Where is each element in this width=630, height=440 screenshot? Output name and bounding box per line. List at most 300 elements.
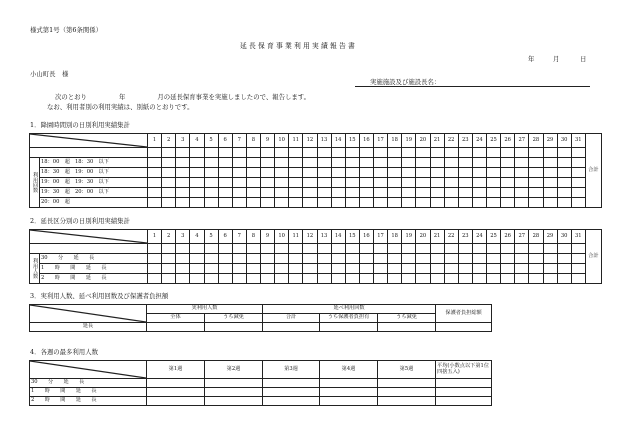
input-cell[interactable] xyxy=(444,244,458,254)
input-cell[interactable] xyxy=(246,168,260,178)
input-cell[interactable] xyxy=(529,274,543,284)
input-cell[interactable] xyxy=(444,188,458,198)
input-cell[interactable] xyxy=(472,158,486,168)
input-cell[interactable] xyxy=(374,254,388,264)
input-cell[interactable] xyxy=(416,274,430,284)
input-cell[interactable] xyxy=(359,274,373,284)
input-cell[interactable] xyxy=(246,178,260,188)
input-cell[interactable] xyxy=(263,379,320,388)
input-cell[interactable] xyxy=(402,148,416,158)
input-cell[interactable] xyxy=(303,254,317,264)
input-cell[interactable] xyxy=(190,264,204,274)
input-cell[interactable] xyxy=(303,264,317,274)
input-cell[interactable] xyxy=(515,274,529,284)
input-cell[interactable] xyxy=(416,158,430,168)
input-cell[interactable] xyxy=(359,168,373,178)
input-cell[interactable] xyxy=(388,244,402,254)
input-cell[interactable] xyxy=(359,264,373,274)
input-cell[interactable] xyxy=(275,274,289,284)
input-cell[interactable] xyxy=(261,274,275,284)
input-cell[interactable] xyxy=(204,148,218,158)
input-cell[interactable] xyxy=(359,198,373,208)
input-cell[interactable] xyxy=(436,379,492,388)
input-cell[interactable] xyxy=(204,264,218,274)
input-cell[interactable] xyxy=(345,158,359,168)
input-cell[interactable] xyxy=(190,158,204,168)
input-cell[interactable] xyxy=(402,254,416,264)
input-cell[interactable] xyxy=(162,158,176,168)
input-cell[interactable] xyxy=(501,198,515,208)
input-cell[interactable] xyxy=(190,198,204,208)
input-cell[interactable] xyxy=(261,178,275,188)
input-cell[interactable] xyxy=(515,168,529,178)
input-cell[interactable] xyxy=(359,148,373,158)
input-cell[interactable] xyxy=(204,178,218,188)
input-cell[interactable] xyxy=(543,188,557,198)
input-cell[interactable] xyxy=(543,264,557,274)
input-cell[interactable] xyxy=(331,274,345,284)
input-cell[interactable] xyxy=(162,254,176,264)
input-cell[interactable] xyxy=(205,397,263,406)
input-cell[interactable] xyxy=(303,188,317,198)
input-cell[interactable] xyxy=(571,168,585,178)
input-cell[interactable] xyxy=(232,198,246,208)
input-cell[interactable] xyxy=(515,254,529,264)
input-cell[interactable] xyxy=(458,198,472,208)
input-cell[interactable] xyxy=(289,158,303,168)
input-cell[interactable] xyxy=(472,198,486,208)
input-cell[interactable] xyxy=(205,379,263,388)
input-cell[interactable] xyxy=(543,178,557,188)
input-cell[interactable] xyxy=(571,244,585,254)
input-cell[interactable] xyxy=(204,254,218,264)
input-cell[interactable] xyxy=(246,254,260,264)
input-cell[interactable] xyxy=(148,254,162,264)
input-cell[interactable] xyxy=(261,244,275,254)
input-cell[interactable] xyxy=(261,254,275,264)
input-cell[interactable] xyxy=(263,388,320,397)
input-cell[interactable] xyxy=(557,148,571,158)
input-cell[interactable] xyxy=(359,158,373,168)
input-cell[interactable] xyxy=(529,254,543,264)
input-cell[interactable] xyxy=(444,148,458,158)
input-cell[interactable] xyxy=(501,244,515,254)
input-cell[interactable] xyxy=(176,264,190,274)
input-cell[interactable] xyxy=(543,158,557,168)
input-cell[interactable] xyxy=(303,158,317,168)
input-cell[interactable] xyxy=(515,188,529,198)
input-cell[interactable] xyxy=(275,148,289,158)
input-cell[interactable] xyxy=(331,158,345,168)
input-cell[interactable] xyxy=(148,148,162,158)
input-cell[interactable] xyxy=(148,264,162,274)
input-cell[interactable] xyxy=(472,244,486,254)
input-cell[interactable] xyxy=(430,168,444,178)
input-cell[interactable] xyxy=(320,379,378,388)
input-cell[interactable] xyxy=(345,198,359,208)
input-cell[interactable] xyxy=(378,379,436,388)
input-cell[interactable] xyxy=(557,274,571,284)
input-cell[interactable] xyxy=(388,178,402,188)
input-cell[interactable] xyxy=(430,198,444,208)
input-cell[interactable] xyxy=(472,188,486,198)
input-cell[interactable] xyxy=(529,168,543,178)
input-cell[interactable] xyxy=(317,168,331,178)
input-cell[interactable] xyxy=(571,158,585,168)
input-cell[interactable] xyxy=(571,188,585,198)
input-cell[interactable] xyxy=(190,274,204,284)
input-cell[interactable] xyxy=(218,188,232,198)
input-cell[interactable] xyxy=(430,188,444,198)
input-cell[interactable] xyxy=(317,254,331,264)
input-cell[interactable] xyxy=(303,148,317,158)
input-cell[interactable] xyxy=(487,198,501,208)
input-cell[interactable] xyxy=(557,178,571,188)
input-cell[interactable] xyxy=(317,244,331,254)
input-cell[interactable] xyxy=(190,244,204,254)
input-cell[interactable] xyxy=(232,264,246,274)
input-cell[interactable] xyxy=(444,264,458,274)
input-cell[interactable] xyxy=(204,198,218,208)
input-cell[interactable] xyxy=(275,254,289,264)
input-cell[interactable] xyxy=(458,148,472,158)
input-cell[interactable] xyxy=(275,158,289,168)
input-cell[interactable] xyxy=(374,198,388,208)
input-cell[interactable] xyxy=(501,274,515,284)
input-cell[interactable] xyxy=(416,264,430,274)
input-cell[interactable] xyxy=(515,158,529,168)
input-cell[interactable] xyxy=(289,274,303,284)
input-cell[interactable] xyxy=(557,198,571,208)
input-cell[interactable] xyxy=(416,244,430,254)
input-cell[interactable] xyxy=(374,168,388,178)
input-cell[interactable] xyxy=(487,188,501,198)
input-cell[interactable] xyxy=(317,188,331,198)
input-cell[interactable] xyxy=(218,198,232,208)
input-cell[interactable] xyxy=(261,188,275,198)
input-cell[interactable] xyxy=(444,274,458,284)
input-cell[interactable] xyxy=(162,178,176,188)
input-cell[interactable] xyxy=(501,158,515,168)
input-cell[interactable] xyxy=(359,244,373,254)
input-cell[interactable] xyxy=(345,148,359,158)
input-cell[interactable] xyxy=(162,168,176,178)
input-cell[interactable] xyxy=(246,274,260,284)
input-cell[interactable] xyxy=(430,244,444,254)
input-cell[interactable] xyxy=(472,148,486,158)
input-cell[interactable] xyxy=(402,274,416,284)
input-cell[interactable] xyxy=(303,244,317,254)
input-cell[interactable] xyxy=(557,244,571,254)
input-cell[interactable] xyxy=(303,274,317,284)
input-cell[interactable] xyxy=(378,323,436,332)
input-cell[interactable] xyxy=(444,158,458,168)
input-cell[interactable] xyxy=(557,158,571,168)
input-cell[interactable] xyxy=(430,178,444,188)
input-cell[interactable] xyxy=(246,264,260,274)
input-cell[interactable] xyxy=(529,188,543,198)
input-cell[interactable] xyxy=(275,188,289,198)
input-cell[interactable] xyxy=(289,148,303,158)
input-cell[interactable] xyxy=(402,168,416,178)
input-cell[interactable] xyxy=(205,388,263,397)
input-cell[interactable] xyxy=(317,148,331,158)
input-cell[interactable] xyxy=(359,188,373,198)
input-cell[interactable] xyxy=(218,244,232,254)
input-cell[interactable] xyxy=(416,178,430,188)
input-cell[interactable] xyxy=(430,158,444,168)
input-cell[interactable] xyxy=(190,168,204,178)
input-cell[interactable] xyxy=(261,198,275,208)
input-cell[interactable] xyxy=(374,188,388,198)
input-cell[interactable] xyxy=(232,148,246,158)
input-cell[interactable] xyxy=(275,178,289,188)
input-cell[interactable] xyxy=(148,198,162,208)
input-cell[interactable] xyxy=(359,178,373,188)
input-cell[interactable] xyxy=(430,254,444,264)
input-cell[interactable] xyxy=(162,198,176,208)
input-cell[interactable] xyxy=(487,168,501,178)
input-cell[interactable] xyxy=(472,264,486,274)
input-cell[interactable] xyxy=(515,244,529,254)
input-cell[interactable] xyxy=(487,158,501,168)
input-cell[interactable] xyxy=(436,323,492,332)
input-cell[interactable] xyxy=(571,148,585,158)
input-cell[interactable] xyxy=(176,158,190,168)
input-cell[interactable] xyxy=(289,264,303,274)
input-cell[interactable] xyxy=(263,323,320,332)
input-cell[interactable] xyxy=(388,168,402,178)
input-cell[interactable] xyxy=(444,168,458,178)
input-cell[interactable] xyxy=(458,264,472,274)
input-cell[interactable] xyxy=(289,244,303,254)
input-cell[interactable] xyxy=(263,397,320,406)
input-cell[interactable] xyxy=(218,158,232,168)
input-cell[interactable] xyxy=(543,244,557,254)
input-cell[interactable] xyxy=(402,198,416,208)
input-cell[interactable] xyxy=(246,148,260,158)
input-cell[interactable] xyxy=(190,148,204,158)
input-cell[interactable] xyxy=(275,198,289,208)
input-cell[interactable] xyxy=(148,274,162,284)
input-cell[interactable] xyxy=(557,188,571,198)
input-cell[interactable] xyxy=(543,254,557,264)
input-cell[interactable] xyxy=(331,188,345,198)
input-cell[interactable] xyxy=(289,188,303,198)
input-cell[interactable] xyxy=(232,254,246,264)
input-cell[interactable] xyxy=(402,244,416,254)
input-cell[interactable] xyxy=(204,158,218,168)
input-cell[interactable] xyxy=(320,388,378,397)
input-cell[interactable] xyxy=(359,254,373,264)
input-cell[interactable] xyxy=(148,244,162,254)
input-cell[interactable] xyxy=(444,198,458,208)
input-cell[interactable] xyxy=(190,178,204,188)
input-cell[interactable] xyxy=(416,148,430,158)
input-cell[interactable] xyxy=(529,198,543,208)
input-cell[interactable] xyxy=(176,244,190,254)
input-cell[interactable] xyxy=(147,388,205,397)
input-cell[interactable] xyxy=(374,148,388,158)
input-cell[interactable] xyxy=(487,178,501,188)
input-cell[interactable] xyxy=(331,148,345,158)
input-cell[interactable] xyxy=(571,264,585,274)
input-cell[interactable] xyxy=(529,178,543,188)
input-cell[interactable] xyxy=(218,274,232,284)
input-cell[interactable] xyxy=(275,264,289,274)
input-cell[interactable] xyxy=(458,168,472,178)
input-cell[interactable] xyxy=(246,158,260,168)
input-cell[interactable] xyxy=(289,254,303,264)
input-cell[interactable] xyxy=(458,254,472,264)
input-cell[interactable] xyxy=(331,254,345,264)
input-cell[interactable] xyxy=(289,178,303,188)
input-cell[interactable] xyxy=(543,168,557,178)
input-cell[interactable] xyxy=(458,188,472,198)
input-cell[interactable] xyxy=(176,168,190,178)
input-cell[interactable] xyxy=(543,198,557,208)
input-cell[interactable] xyxy=(557,254,571,264)
input-cell[interactable] xyxy=(402,264,416,274)
input-cell[interactable] xyxy=(374,274,388,284)
input-cell[interactable] xyxy=(176,274,190,284)
input-cell[interactable] xyxy=(557,264,571,274)
input-cell[interactable] xyxy=(162,244,176,254)
input-cell[interactable] xyxy=(402,188,416,198)
input-cell[interactable] xyxy=(232,178,246,188)
input-cell[interactable] xyxy=(402,158,416,168)
input-cell[interactable] xyxy=(261,148,275,158)
input-cell[interactable] xyxy=(472,168,486,178)
input-cell[interactable] xyxy=(261,264,275,274)
input-cell[interactable] xyxy=(317,178,331,188)
input-cell[interactable] xyxy=(444,178,458,188)
input-cell[interactable] xyxy=(190,254,204,264)
input-cell[interactable] xyxy=(374,178,388,188)
input-cell[interactable] xyxy=(148,158,162,168)
input-cell[interactable] xyxy=(571,198,585,208)
input-cell[interactable] xyxy=(317,264,331,274)
input-cell[interactable] xyxy=(317,158,331,168)
input-cell[interactable] xyxy=(487,254,501,264)
input-cell[interactable] xyxy=(571,254,585,264)
input-cell[interactable] xyxy=(487,264,501,274)
input-cell[interactable] xyxy=(289,168,303,178)
input-cell[interactable] xyxy=(162,188,176,198)
input-cell[interactable] xyxy=(246,198,260,208)
input-cell[interactable] xyxy=(331,264,345,274)
input-cell[interactable] xyxy=(388,188,402,198)
input-cell[interactable] xyxy=(458,244,472,254)
input-cell[interactable] xyxy=(472,274,486,284)
input-cell[interactable] xyxy=(388,148,402,158)
input-cell[interactable] xyxy=(388,198,402,208)
input-cell[interactable] xyxy=(501,148,515,158)
input-cell[interactable] xyxy=(204,168,218,178)
input-cell[interactable] xyxy=(204,274,218,284)
input-cell[interactable] xyxy=(331,168,345,178)
input-cell[interactable] xyxy=(374,264,388,274)
input-cell[interactable] xyxy=(320,397,378,406)
input-cell[interactable] xyxy=(331,178,345,188)
input-cell[interactable] xyxy=(515,198,529,208)
input-cell[interactable] xyxy=(571,274,585,284)
input-cell[interactable] xyxy=(430,264,444,274)
input-cell[interactable] xyxy=(430,274,444,284)
input-cell[interactable] xyxy=(436,388,492,397)
input-cell[interactable] xyxy=(218,178,232,188)
input-cell[interactable] xyxy=(529,244,543,254)
input-cell[interactable] xyxy=(317,274,331,284)
input-cell[interactable] xyxy=(436,397,492,406)
input-cell[interactable] xyxy=(218,148,232,158)
input-cell[interactable] xyxy=(303,198,317,208)
input-cell[interactable] xyxy=(529,158,543,168)
input-cell[interactable] xyxy=(458,178,472,188)
input-cell[interactable] xyxy=(218,168,232,178)
input-cell[interactable] xyxy=(331,244,345,254)
input-cell[interactable] xyxy=(303,178,317,188)
input-cell[interactable] xyxy=(345,254,359,264)
input-cell[interactable] xyxy=(458,274,472,284)
input-cell[interactable] xyxy=(388,158,402,168)
input-cell[interactable] xyxy=(345,244,359,254)
input-cell[interactable] xyxy=(430,148,444,158)
input-cell[interactable] xyxy=(232,244,246,254)
input-cell[interactable] xyxy=(458,158,472,168)
input-cell[interactable] xyxy=(487,148,501,158)
input-cell[interactable] xyxy=(388,264,402,274)
input-cell[interactable] xyxy=(345,274,359,284)
input-cell[interactable] xyxy=(261,168,275,178)
input-cell[interactable] xyxy=(303,168,317,178)
input-cell[interactable] xyxy=(232,188,246,198)
input-cell[interactable] xyxy=(487,244,501,254)
input-cell[interactable] xyxy=(176,148,190,158)
input-cell[interactable] xyxy=(571,178,585,188)
input-cell[interactable] xyxy=(388,254,402,264)
input-cell[interactable] xyxy=(388,274,402,284)
input-cell[interactable] xyxy=(147,397,205,406)
input-cell[interactable] xyxy=(501,168,515,178)
input-cell[interactable] xyxy=(345,168,359,178)
input-cell[interactable] xyxy=(232,168,246,178)
input-cell[interactable] xyxy=(543,148,557,158)
input-cell[interactable] xyxy=(515,178,529,188)
input-cell[interactable] xyxy=(205,323,263,332)
input-cell[interactable] xyxy=(402,178,416,188)
input-cell[interactable] xyxy=(148,188,162,198)
input-cell[interactable] xyxy=(218,264,232,274)
input-cell[interactable] xyxy=(148,178,162,188)
input-cell[interactable] xyxy=(416,188,430,198)
input-cell[interactable] xyxy=(246,188,260,198)
input-cell[interactable] xyxy=(176,254,190,264)
input-cell[interactable] xyxy=(378,388,436,397)
input-cell[interactable] xyxy=(190,188,204,198)
input-cell[interactable] xyxy=(416,198,430,208)
input-cell[interactable] xyxy=(529,264,543,274)
input-cell[interactable] xyxy=(557,168,571,178)
input-cell[interactable] xyxy=(374,158,388,168)
input-cell[interactable] xyxy=(472,178,486,188)
input-cell[interactable] xyxy=(501,264,515,274)
input-cell[interactable] xyxy=(501,178,515,188)
input-cell[interactable] xyxy=(472,254,486,264)
input-cell[interactable] xyxy=(501,188,515,198)
input-cell[interactable] xyxy=(515,264,529,274)
input-cell[interactable] xyxy=(147,323,205,332)
